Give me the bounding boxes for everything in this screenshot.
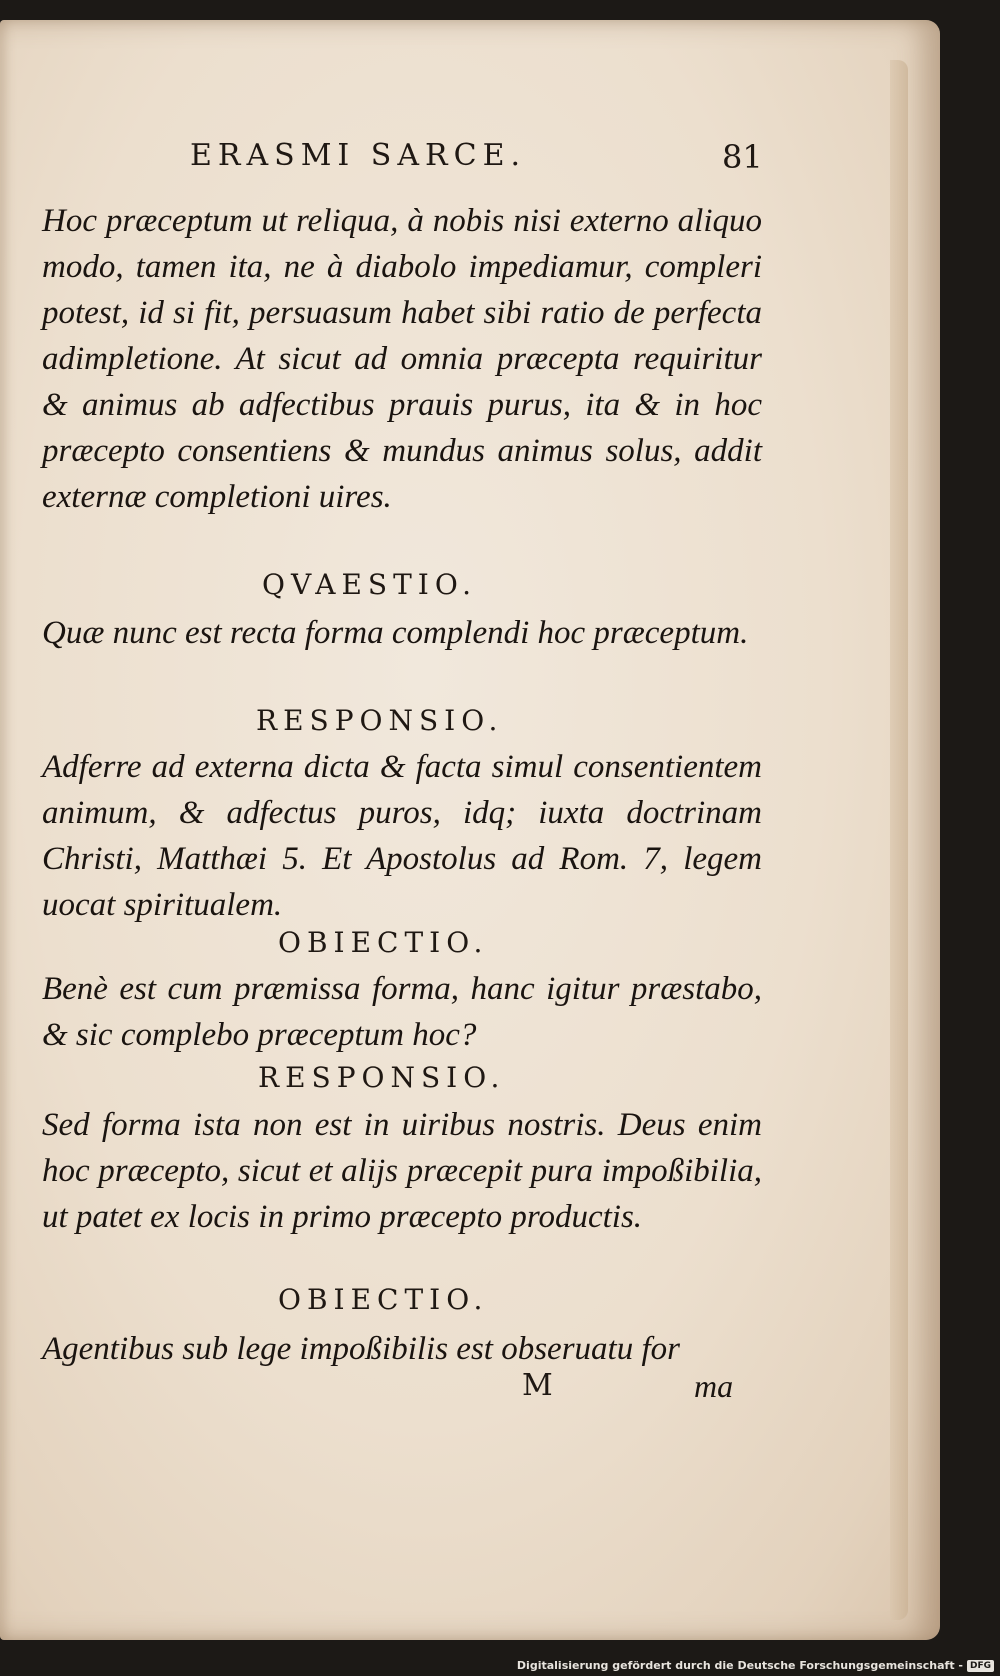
paragraph-1: Hoc præceptum ut reliqua, à nobis nisi externo aliquo modo, tamen ita, ne à diabolo impediamur, compleri potest, id si fit, persuasum habet sibi ratio de perfecta adimpletione. At sicut ad omnia præcepta requiritur & animus ab adfectibus prauis purus, ita & in hoc præcepto consentiens & mundus animus solus, addit externæ completioni uires. — [42, 203, 762, 515]
book-page — [0, 20, 940, 1640]
heading-responsio-2: RESPONSIO. — [258, 1061, 506, 1094]
running-head-title: ERASMI SARCE. — [190, 138, 527, 173]
heading-obiectio-2: OBIECTIO. — [278, 1283, 489, 1316]
paragraph-5: Sed forma ista non est in uiribus nostris. Deus enim hoc præcepto, sicut et alijs præcepit pura impoßibilia, ut patet ex locis in primo præcepto productis. — [42, 1107, 762, 1235]
page-edge-shadow — [890, 60, 908, 1620]
paragraph-2: Quæ nunc est recta forma complendi hoc præceptum. — [42, 615, 749, 651]
paragraph-4: Benè est cum præmissa forma, hanc igitur præstabo, & sic complebo præceptum hoc? — [42, 971, 762, 1053]
catchword: ma — [694, 1368, 734, 1404]
page-number: 81 — [722, 138, 763, 176]
paragraph-6: Agentibus sub lege impoßibilis est obseruatu for — [42, 1331, 680, 1367]
signature-mark: M — [522, 1368, 553, 1403]
heading-responsio-1: RESPONSIO. — [256, 704, 504, 737]
digitization-credit — [517, 1659, 994, 1672]
dfg-logo-icon: DFG — [967, 1660, 994, 1672]
credit-text: Digitalisierung gefördert durch die Deutsche Forschungsgemeinschaft - — [516, 1659, 963, 1672]
paragraph-3: Adferre ad externa dicta & facta simul consentientem animum, & adfectus puros, idq; iuxta doctrinam Christi, Matthæi 5. Et Apostolus ad Rom. 7, legem uocat spiritualem. — [42, 749, 762, 923]
heading-obiectio-1: OBIECTIO. — [278, 926, 489, 959]
heading-quaestio: QVAESTIO. — [262, 568, 478, 601]
